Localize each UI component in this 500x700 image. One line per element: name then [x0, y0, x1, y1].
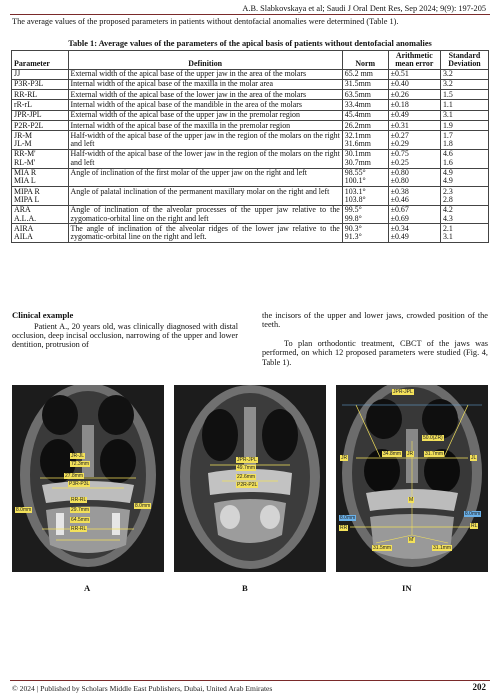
- cell-parameter: JJ: [12, 69, 69, 79]
- header-norm: Norm: [342, 51, 388, 70]
- table-row: [12, 168, 489, 187]
- cell-definition: The angle of inclination of the alveolar ridges of the lower jaw relative to the zygomatic-orbital line on the right and left.: [68, 224, 342, 243]
- cell-definition: External width of the apical base of the lower jaw in the area of the molars: [68, 90, 342, 100]
- cell-definition: Internal width of the apical base of the maxilla in the premolar region: [68, 121, 342, 131]
- header-definition: Definition: [68, 51, 342, 70]
- cell-definition: Angle of palatal inclination of the permanent maxillary molar on the right and left: [68, 187, 342, 206]
- label-31-7mm: 31.7mm: [425, 451, 444, 457]
- cell-standard-deviation: 3.2: [440, 69, 488, 79]
- cell-mean-error: ±0.80 ±0.80: [388, 168, 440, 187]
- clinical-paragraph-start: Patient A., 20 years old, was clinically diagnosed with distal occlusion, deep incisal occlusion, narrowing of the upper and lower dentition, protrusion of: [12, 321, 238, 350]
- table-caption: Table 1: Average values of the parameters of the apical basis of patients without dentofacial anomalies: [68, 39, 432, 48]
- cell-standard-deviation: 4.6 1.6: [440, 149, 488, 168]
- cell-definition: Angle of inclination of the first molar of the upper jaw on the right and left: [68, 168, 342, 187]
- cell-norm: 30.1mm 30.7mm: [342, 149, 388, 168]
- cell-norm: 45.4mm: [342, 110, 388, 120]
- header-arithmetic-mean-error: Arithmetic mean error: [388, 51, 440, 70]
- table-row: [12, 224, 489, 243]
- figure-4-cbct: [12, 385, 488, 572]
- cell-definition: Internal width of the apical base of the maxilla in the molar area: [68, 79, 342, 89]
- label-p2r-p2l: P2R-P2L: [237, 482, 258, 488]
- label-34-8mm: 34.8mm: [383, 451, 402, 457]
- label-jr-jl: JR-JL: [71, 453, 85, 459]
- table-row: [12, 90, 489, 100]
- panel-label-a: A: [84, 583, 91, 593]
- cell-mean-error: ±0.31: [388, 121, 440, 131]
- label-8mm-in-left: 8.0mm: [340, 515, 356, 521]
- label-8mm-in-right: 8.0mm: [465, 511, 481, 517]
- label-27-8mm: 27.8mm: [65, 473, 84, 479]
- label-50-zr: 50.0(ZR): [423, 435, 443, 441]
- cell-standard-deviation: 1.1: [440, 100, 488, 110]
- cell-norm: 31.5mm: [342, 79, 388, 89]
- cell-mean-error: ±0.27 ±0.29: [388, 131, 440, 150]
- cell-mean-error: ±0.40: [388, 79, 440, 89]
- label-8mm-left: 8.0mm: [16, 507, 32, 513]
- cell-norm: 103.1° 103.8°: [342, 187, 388, 206]
- cell-definition: External width of the apical base of the upper jaw in the area of the molars: [68, 69, 342, 79]
- label-22-6mm: 22.6mm: [237, 474, 256, 480]
- cell-standard-deviation: 3.2: [440, 79, 488, 89]
- section-heading: Clinical example: [12, 310, 74, 320]
- cell-norm: 63.5mm: [342, 90, 388, 100]
- panel-label-in: IN: [402, 583, 412, 593]
- cell-standard-deviation: 3.1: [440, 110, 488, 120]
- cell-standard-deviation: 4.9 4.9: [440, 168, 488, 187]
- cell-definition: Internal width of the apical base of the mandible in the area of the molars: [68, 100, 342, 110]
- label-49-7mm: 49.7mm: [237, 465, 256, 471]
- label-31-5mm: 31.5mm: [373, 545, 392, 551]
- header-divider: [10, 14, 490, 15]
- cell-standard-deviation: 2.3 2.8: [440, 187, 488, 206]
- label-31-1mm: 31.1mm: [433, 545, 452, 551]
- left-text-column: [12, 311, 238, 350]
- page-number: 202: [472, 682, 486, 692]
- cell-norm: 90.3° 91.3°: [342, 224, 388, 243]
- cell-parameter: MIA R MIA L: [12, 168, 69, 187]
- label-jr-left: JR: [341, 455, 348, 461]
- label-rl-in: RL: [471, 523, 478, 529]
- cell-mean-error: ±0.49: [388, 110, 440, 120]
- table-row: [12, 110, 489, 120]
- label-rr-rl: RR-RL: [71, 497, 87, 503]
- cbct-panel-in: [336, 385, 488, 572]
- cell-definition: Angle of inclination of the alveolar processes of the upper jaw relative to the zygomatico-orbital line on the right and left: [68, 205, 342, 224]
- cell-mean-error: ±0.18: [388, 100, 440, 110]
- cell-parameter: P3R-P3L: [12, 79, 69, 89]
- panel-label-b: B: [242, 583, 248, 593]
- cell-standard-deviation: 4.2 4.3: [440, 205, 488, 224]
- cell-definition: Half-width of the apical base of the lower jaw in the region of the molars on the right and left: [68, 149, 342, 168]
- cell-definition: Half-width of the apical base of the upper jaw in the region of the molars on the right and left: [68, 131, 342, 150]
- cell-standard-deviation: 1.7 1.8: [440, 131, 488, 150]
- cell-parameter: P2R-P2L: [12, 121, 69, 131]
- cell-mean-error: ±0.51: [388, 69, 440, 79]
- label-jl: JL: [471, 455, 477, 461]
- cell-mean-error: ±0.67 ±0.69: [388, 205, 440, 224]
- label-jpr-jpl-in: JPR-JPL: [393, 389, 413, 395]
- table-row: [12, 131, 489, 150]
- cell-norm: 99.5° 99.8°: [342, 205, 388, 224]
- intro-paragraph: The average values of the proposed parameters in patients without dentofacial anomalies were determined (Table 1).: [12, 17, 399, 26]
- label-rr-rl-lower: RR-RL: [71, 526, 87, 532]
- table-row: [12, 149, 489, 168]
- label-64-5mm: 64.5mm: [71, 517, 90, 523]
- cell-norm: 65.2 mm: [342, 69, 388, 79]
- cell-parameter: RR-M' RL-M': [12, 149, 69, 168]
- cell-parameter: JR-M JL-M: [12, 131, 69, 150]
- cell-definition: External width of the apical base of the upper jaw in the premolar region: [68, 110, 342, 120]
- cbct-panel-a: [12, 385, 164, 572]
- cell-mean-error: ±0.75 ±0.25: [388, 149, 440, 168]
- label-jpr-jpl-b: JPR-JPL: [237, 457, 257, 463]
- cell-mean-error: ±0.34 ±0.49: [388, 224, 440, 243]
- cbct-paragraph: To plan orthodontic treatment, CBCT of the jaws was performed, on which 12 proposed parameters were studied (Fig. 4, Table 1).: [262, 338, 488, 367]
- cell-norm: 32.1mm 31.6mm: [342, 131, 388, 150]
- running-header: A.B. Slabkovskaya et al; Saudi J Oral Dent Res, Sep 2024; 9(9): 197-205: [242, 4, 486, 13]
- cell-norm: 26.2mm: [342, 121, 388, 131]
- table-row: [12, 121, 489, 131]
- cell-parameter: AIRA AILA: [12, 224, 69, 243]
- table-row: [12, 79, 489, 89]
- table-body: [12, 69, 489, 242]
- label-m-prime: M': [409, 537, 415, 543]
- label-72-3mm: 72.3mm: [71, 461, 90, 467]
- cell-norm: 98.55° 100.1°: [342, 168, 388, 187]
- table-row: [12, 205, 489, 224]
- parameters-table: [11, 50, 489, 243]
- label-jr-mid: JR: [407, 451, 414, 457]
- cell-norm: 33.4mm: [342, 100, 388, 110]
- table-row: [12, 100, 489, 110]
- right-text-column: [262, 311, 488, 367]
- clinical-paragraph-end: the incisors of the upper and lower jaws, crowded position of the teeth.: [262, 311, 488, 330]
- label-m: M: [409, 497, 414, 503]
- footer-divider: [10, 680, 490, 681]
- cbct-scan-a: [12, 385, 164, 572]
- cbct-scan-in: [336, 385, 488, 572]
- cell-mean-error: ±0.26: [388, 90, 440, 100]
- cell-parameter: MIPA R MIPA L: [12, 187, 69, 206]
- label-p3r-p3l: P3R-P3L: [69, 481, 90, 487]
- table-header-row: [12, 51, 489, 70]
- cell-parameter: RR-RL: [12, 90, 69, 100]
- label-rr-in: RR: [340, 525, 348, 531]
- cell-standard-deviation: 1.5: [440, 90, 488, 100]
- label-29-7mm: 29.7mm: [71, 507, 90, 513]
- cell-standard-deviation: 2.1 3.1: [440, 224, 488, 243]
- header-standard-deviation: Standard Deviation: [440, 51, 488, 70]
- header-parameter: Parameter: [12, 51, 69, 70]
- cell-parameter: rR-rL: [12, 100, 69, 110]
- table-row: [12, 69, 489, 79]
- cell-mean-error: ±0.38 ±0.46: [388, 187, 440, 206]
- table-row: [12, 187, 489, 206]
- label-8mm-right: 8.0mm: [135, 503, 151, 509]
- cell-parameter: JPR-JPL: [12, 110, 69, 120]
- cell-standard-deviation: 1.9: [440, 121, 488, 131]
- cbct-panel-b: [174, 385, 326, 572]
- footer-copyright: © 2024 | Published by Scholars Middle East Publishers, Dubai, United Arab Emirates: [12, 684, 273, 693]
- cell-parameter: ARA A.L.A.: [12, 205, 69, 224]
